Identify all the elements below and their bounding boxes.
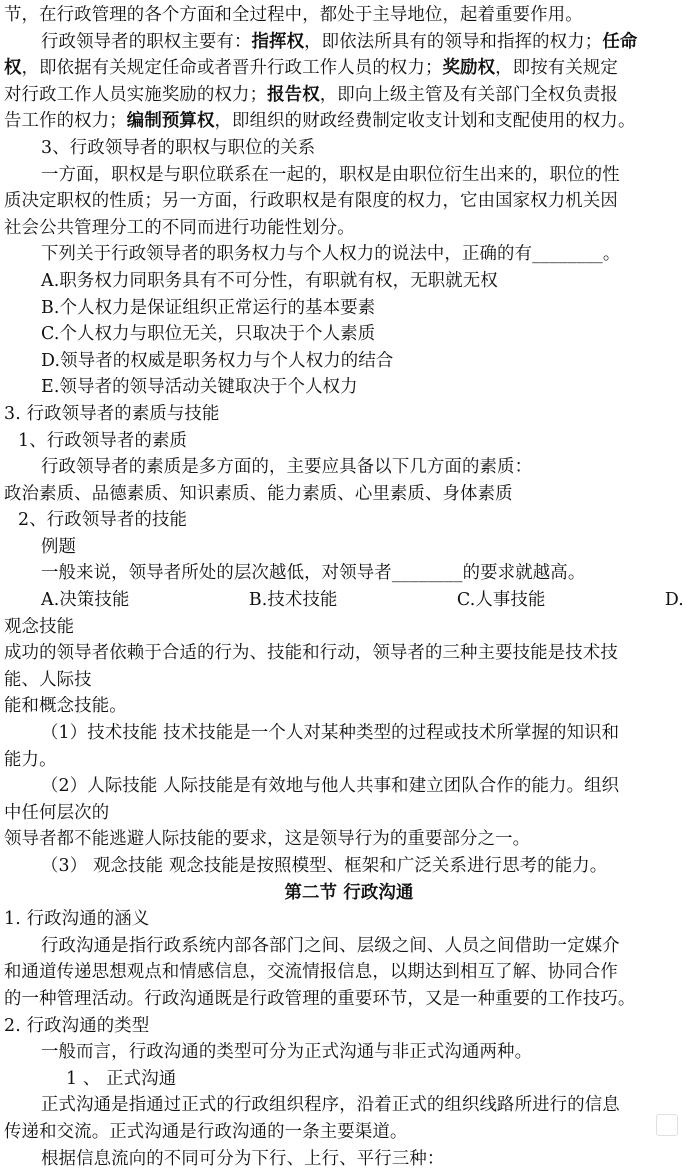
option-b: B.技术技能 — [248, 590, 338, 611]
question-text: 一般来说，领导者所处的层次越低，对领导者________的要求就越高。 — [41, 563, 586, 584]
options-row — [4, 587, 694, 614]
term-report-power: 报告权 — [267, 84, 320, 105]
term-budget-power: 编制预算权 — [126, 111, 215, 132]
text-line: 根据信息流向的不同可分为下行、上行、平行三种： — [41, 1148, 445, 1169]
section-heading: 3. 行政领导者的素质与技能 — [4, 403, 220, 424]
subsection-heading: 1、行政领导者的素质 — [18, 430, 188, 451]
text-span: ，即依法所具有的领导和指挥的权力； — [304, 31, 603, 52]
subsection-heading: 2、行政领导者的技能 — [18, 510, 188, 531]
option-a: A.决策技能 — [41, 590, 130, 611]
text-line: 的一种管理活动。行政沟通既是行政管理的重要环节，又是一种重要的工作技巧。 — [4, 988, 636, 1009]
text-line — [4, 82, 694, 109]
text-line: 正式沟通是指通过正式的行政组织程序，沿着正式的组织线路所进行的信息 — [41, 1095, 620, 1116]
text-line: （1）技术技能 技术技能是一个人对某种类型的过程或技术所掌握的知识和 — [41, 723, 620, 744]
subsection-heading: 1 、 正式沟通 — [66, 1068, 177, 1089]
text-span: ，即按有关规定 — [495, 58, 618, 79]
text-line: 质决定职权的性质；另一方面，行政职权是有限度的权力，它由国家权力机关因 — [4, 191, 618, 212]
text-line: 能力。 — [4, 749, 57, 770]
text-line: 社会公共管理分工的不同而进行功能性划分。 — [4, 217, 355, 238]
text-line: 政治素质、品德素质、知识素质、能力素质、心里素质、身体素质 — [4, 483, 513, 504]
text-line — [4, 29, 694, 56]
text-span: ，即依据有关规定任命或者晋升行政工作人员的权力； — [21, 58, 443, 79]
text-line: 中任何层次的 — [4, 802, 110, 823]
option-d: D. — [664, 590, 684, 611]
text-line: 传递和交流。正式沟通是行政沟通的一条主要渠道。 — [4, 1121, 408, 1142]
term-reward-power: 奖励权 — [442, 58, 496, 79]
option-e: E.领导者的领导活动关键取决于个人权力 — [41, 377, 358, 398]
text-line: 一般而言，行政沟通的类型可分为正式沟通与非正式沟通两种。 — [41, 1042, 533, 1063]
option-d: D.领导者的权威是职务权力与个人权力的结合 — [41, 350, 394, 371]
text-line: 行政沟通是指行政系统内部各部门之间、层级之间、人员之间借助一定媒介 — [41, 935, 620, 956]
text-line: 能和概念技能。 — [4, 696, 127, 717]
text-line: （3） 观念技能 观念技能是按照模型、框架和广泛关系进行思考的能力。 — [41, 856, 608, 876]
option-b: B.个人权力是保证组织正常运行的基本要素 — [41, 297, 376, 318]
chapter-heading: 第二节 行政沟通 — [284, 882, 414, 903]
text-span: ，即组织的财政经费制定收支计划和支配使用的权力。 — [214, 111, 636, 132]
term-appoint-power: 任命 — [602, 31, 638, 52]
example-label: 例题 — [41, 536, 77, 557]
text-line: 领导者都不能逃避人际技能的要求，这是领导行为的重要部分之一。 — [4, 829, 531, 850]
term-command-power: 指挥权 — [251, 31, 305, 52]
text-line — [4, 108, 694, 135]
section-heading: 3、行政领导者的职权与职位的关系 — [41, 137, 316, 158]
text-line: 行政领导者的素质是多方面的，主要应具备以下几方面的素质： — [41, 457, 533, 478]
text-line: 和通道传递思想观点和情感信息，交流情报信息，以期达到相互了解、协同合作 — [4, 962, 618, 983]
text-span: ，即向上级主管及有关部门全权负责报 — [319, 84, 618, 105]
option-c: C.人事技能 — [456, 590, 546, 611]
section-heading: 1. 行政沟通的涵义 — [4, 909, 150, 930]
text-span: 告工作的权力； — [4, 111, 127, 132]
option-c: C.个人权力与职位无关，只取决于个人素质 — [41, 324, 376, 345]
question-text: 下列关于行政领导者的职务权力与个人权力的说法中，正确的有________。 — [41, 244, 621, 265]
text-line: 一方面，职权是与职位联系在一起的，职权是由职位衍生出来的，职位的性 — [41, 164, 620, 185]
text-line: 能、人际技 — [4, 669, 92, 690]
watermark-logo — [656, 1114, 678, 1136]
text-span: 行政领导者的职权主要有： — [41, 31, 252, 52]
text-line: 节，在行政管理的各个方面和全过程中，都处于主导地位，起着重要作用。 — [4, 5, 583, 25]
section-heading: 2. 行政沟通的类型 — [4, 1015, 150, 1036]
text-span: 对行政工作人员实施奖励的权力； — [4, 84, 268, 105]
option-a: A.职务权力同职务具有不可分性，有职就有权，无职就无权 — [41, 270, 498, 291]
term-appoint-power-end: 权 — [4, 58, 22, 79]
text-line: 观念技能 — [4, 616, 75, 637]
text-line — [4, 55, 694, 82]
text-line: （2）人际技能 人际技能是有效地与他人共事和建立团队合作的能力。组织 — [41, 776, 620, 797]
text-line: 成功的领导者依赖于合适的行为、技能和行动，领导者的三种主要技能是技术技 — [4, 643, 618, 664]
